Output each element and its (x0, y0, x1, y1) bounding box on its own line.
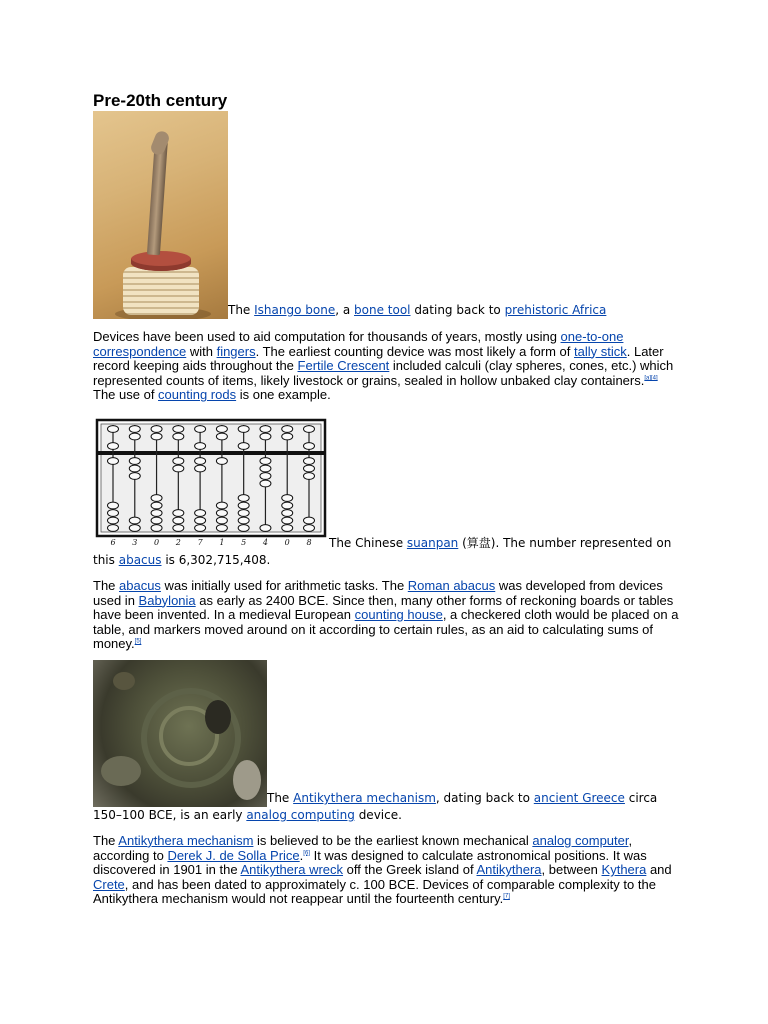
abacus-bead (151, 525, 162, 532)
abacus-bead (108, 517, 119, 524)
abacus-bead (304, 517, 315, 524)
paragraph-counting-devices (93, 330, 683, 403)
figure-ishango (93, 111, 683, 319)
section-heading: Pre-20th century (93, 91, 228, 110)
link-antikythera-island[interactable]: Antikythera (476, 862, 542, 878)
caption-text: device. (354, 807, 402, 822)
abacus-bead (173, 426, 184, 433)
link-one-to-one-correspondence[interactable]: one-to-one correspondence (93, 329, 624, 359)
abacus-bead (282, 510, 293, 517)
caption-text: , a (335, 303, 355, 317)
paragraph-abacus-history (93, 579, 683, 652)
abacus-bead (282, 426, 293, 433)
abacus-bead (173, 458, 184, 465)
corrosion-spot (101, 756, 141, 786)
abacus-bead (129, 525, 140, 532)
abacus-bead (304, 473, 315, 480)
link-derek-de-solla-price[interactable]: Derek J. de Solla Price (167, 847, 300, 863)
abacus-bead (173, 433, 184, 440)
abacus-bead (238, 443, 249, 450)
abacus-digit-label: 6 (110, 537, 116, 547)
abacus-bead (216, 502, 227, 509)
abacus-bead (151, 517, 162, 524)
abacus-bead (108, 426, 119, 433)
abacus-bead (216, 433, 227, 440)
link-antikythera-wreck[interactable]: Antikythera wreck (240, 862, 344, 878)
abacus-drawing (93, 416, 329, 547)
abacus-bead (151, 426, 162, 433)
corrosion-spot (113, 672, 135, 690)
link-counting-house[interactable]: counting house (354, 607, 443, 623)
article-section (93, 88, 683, 907)
abacus-bead (260, 426, 271, 433)
abacus-bead (195, 517, 206, 524)
abacus-bead (304, 525, 315, 532)
abacus-bead (238, 517, 249, 524)
abacus-bead (151, 433, 162, 440)
abacus-bead (129, 465, 140, 472)
abacus-bead (129, 517, 140, 524)
text: was developed from devices used in (93, 577, 663, 608)
link-fingers[interactable]: fingers (216, 343, 256, 359)
abacus-digit-label: 2 (175, 537, 181, 547)
abacus-bead (260, 525, 271, 532)
figure-antikythera (93, 660, 683, 824)
abacus-bead (108, 443, 119, 450)
link-kythera[interactable]: Kythera (601, 862, 647, 878)
citation-link[interactable]: [7] (503, 893, 510, 900)
abacus-bead (195, 465, 206, 472)
abacus-digit-label: 0 (154, 537, 160, 547)
text: is one example. (236, 387, 331, 403)
abacus-bead (260, 458, 271, 465)
text: was initially used for arithmetic tasks. The (160, 577, 408, 593)
abacus-bead (216, 510, 227, 517)
abacus-bead (282, 525, 293, 532)
link-analog-computing[interactable]: analog computing (246, 807, 355, 822)
text: The use of (93, 387, 159, 403)
abacus-bead (282, 502, 293, 509)
text: . The earliest counting device was most likely a form of (255, 343, 575, 359)
text: . (299, 847, 304, 863)
abacus-digit-label: 5 (241, 537, 247, 547)
abacus-digit-label: 0 (284, 537, 290, 547)
abacus-bead (129, 473, 140, 480)
abacus-bead (195, 443, 206, 450)
link-fertile-crescent[interactable]: Fertile Crescent (297, 358, 390, 374)
abacus-bead (238, 502, 249, 509)
link-antikythera-mechanism[interactable]: Antikythera mechanism (118, 832, 254, 848)
abacus-bead (260, 433, 271, 440)
abacus-bead (129, 433, 140, 440)
link-analog-computer[interactable]: analog computer (532, 832, 629, 848)
abacus-bead (195, 458, 206, 465)
caption-text: (算盘). The number represented on this (93, 535, 672, 567)
abacus-bead (195, 525, 206, 532)
link-abacus[interactable]: abacus (118, 552, 162, 567)
abacus-bead (304, 458, 315, 465)
ishango-bone-image[interactable] (93, 111, 228, 319)
corrosion-spot (233, 760, 261, 800)
abacus-bead (216, 426, 227, 433)
abacus-bead (151, 502, 162, 509)
caption-text: The (228, 303, 255, 317)
text: is believed to be the earliest known mechanical (253, 832, 533, 848)
abacus-bead (304, 426, 315, 433)
abacus-bead (173, 510, 184, 517)
caption-text: , dating back to (435, 790, 534, 805)
abacus-bead (304, 443, 315, 450)
abacus-digit-label: 8 (306, 537, 312, 547)
text: , between (541, 862, 602, 878)
abacus-bead (129, 458, 140, 465)
abacus-digit-label: 7 (197, 537, 203, 547)
abacus-bead (238, 426, 249, 433)
abacus-bead (195, 510, 206, 517)
text: , according to (93, 832, 633, 863)
link-prehistoric-africa[interactable]: prehistoric Africa (504, 303, 607, 317)
paragraph-antikythera (93, 834, 683, 907)
text: Devices have been used to aid computation for thousands of years, mostly using (93, 329, 561, 344)
abacus-bead (238, 525, 249, 532)
link-abacus[interactable]: abacus (119, 577, 161, 593)
figure-suanpan (93, 416, 683, 569)
abacus-bead (282, 517, 293, 524)
abacus-bead (108, 510, 119, 517)
text: with (186, 343, 217, 359)
link-babylonia[interactable]: Babylonia (138, 592, 196, 608)
suanpan-abacus-image[interactable] (93, 416, 329, 552)
abacus-digit-label: 3 (132, 537, 138, 547)
abacus-digit-label: 1 (219, 537, 225, 547)
abacus-bead (282, 495, 293, 502)
caption-text: dating back to (410, 303, 505, 317)
abacus-bead (108, 458, 119, 465)
caption-text: The Chinese (329, 535, 407, 550)
abacus-bead (238, 510, 249, 517)
caption-text: The (267, 790, 294, 805)
abacus-bead (129, 426, 140, 433)
text: , and has been dated to approximately c. 100 BCE. Devices of comparable complexity to the Antikythera mechanism would not reappear until the fourteenth century. (93, 876, 656, 907)
antikythera-mechanism-image[interactable] (93, 660, 267, 807)
link-crete[interactable]: Crete (93, 876, 125, 892)
abacus-bead (260, 465, 271, 472)
abacus-bead (108, 525, 119, 532)
abacus-digit-label: 4 (262, 537, 268, 547)
link-tally-stick[interactable]: tally stick (574, 343, 627, 359)
abacus-bead (108, 502, 119, 509)
citation-link[interactable]: [a][4] (644, 375, 658, 382)
display-stand (123, 267, 199, 315)
abacus-bead (260, 473, 271, 480)
abacus-bead (151, 510, 162, 517)
link-roman-abacus[interactable]: Roman abacus (407, 577, 496, 593)
caption-text: circa 150–100 BCE, is an early (93, 790, 658, 822)
text: as early as 2400 BCE. Since then, many other forms of reckoning boards or tables have been invented. In a medieval European (93, 592, 674, 623)
link-counting-rods[interactable]: counting rods (158, 387, 237, 403)
stand-cap (131, 251, 191, 271)
abacus-bead (173, 517, 184, 524)
corrosion-spot (205, 700, 231, 734)
abacus-bead (173, 525, 184, 532)
abacus-bead (151, 495, 162, 502)
text: off the Greek island of (343, 862, 477, 878)
text: included calculi (clay spheres, cones, etc.) which represented counts of items, likely livestock or grains, sealed in hollow unbaked clay containers. (93, 358, 674, 388)
caption-text: is 6,302,715,408. (161, 552, 271, 567)
link-bone-tool[interactable]: bone tool (354, 303, 411, 317)
abacus-bead (216, 458, 227, 465)
abacus-bead (282, 433, 293, 440)
link-ishango-bone[interactable]: Ishango bone (254, 303, 336, 317)
abacus-bead (195, 426, 206, 433)
abacus-bead (216, 517, 227, 524)
text: The (93, 832, 119, 848)
abacus-bead (238, 495, 249, 502)
abacus-bead (216, 525, 227, 532)
link-antikythera-mechanism[interactable]: Antikythera mechanism (293, 790, 436, 805)
citation-link[interactable]: [6] (303, 850, 310, 857)
abacus-bead (173, 465, 184, 472)
text: and (646, 862, 672, 878)
abacus-bead (304, 465, 315, 472)
abacus-bead (260, 480, 271, 487)
text: . Later record keeping aids throughout the (93, 343, 664, 374)
text: , a checkered cloth would be placed on a table, and markers moved around on it according to certain rules, as an aid to calculating sums of money. (93, 607, 679, 652)
text: The (93, 577, 120, 593)
text: It was designed to calculate astronomical positions. It was discovered in 1901 in the (93, 847, 647, 878)
link-ancient-greece[interactable]: ancient Greece (533, 790, 625, 805)
link-suanpan[interactable]: suanpan (406, 535, 459, 550)
citation-link[interactable]: [5] (134, 639, 142, 646)
